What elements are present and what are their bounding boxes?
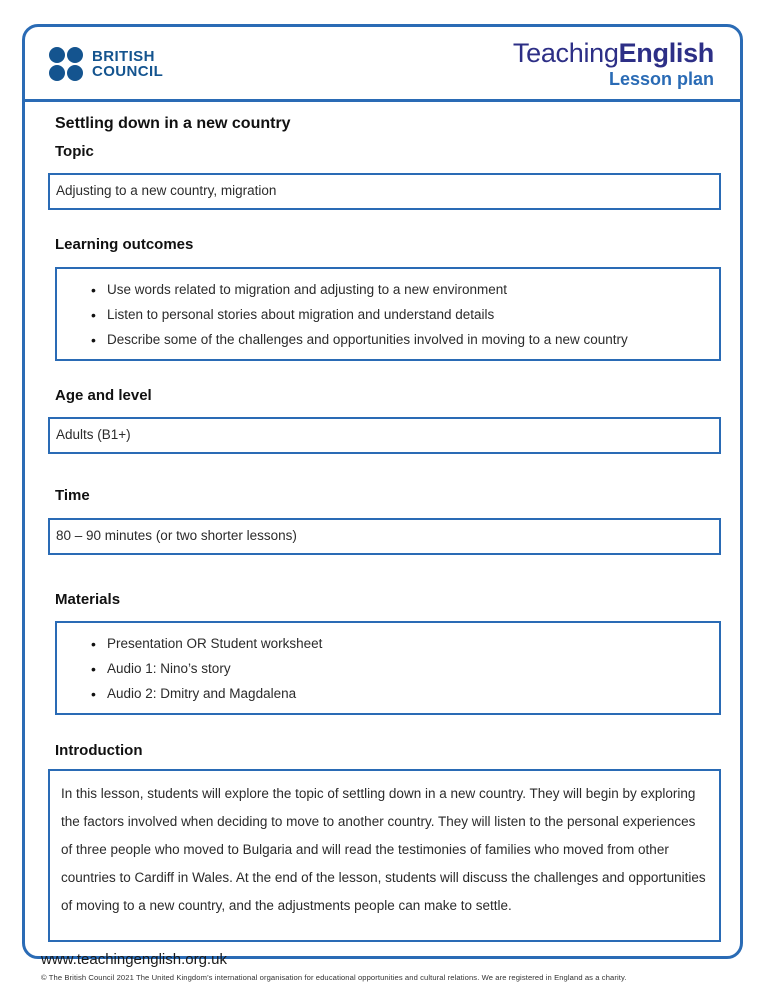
time-box	[48, 518, 721, 555]
british-council-dots-icon	[49, 47, 83, 81]
british-council-line1: BRITISH	[92, 48, 155, 65]
page-title: Settling down in a new country	[55, 115, 291, 132]
materials-box	[55, 621, 721, 715]
section-heading-topic: Topic	[55, 143, 94, 160]
section-heading-learning-outcomes: Learning outcomes	[55, 236, 194, 253]
list-item: • Use words related to migration and adjusting to a new environment	[67, 283, 709, 297]
topic-value: Adjusting to a new country, migration	[56, 183, 277, 198]
section-heading-age-and-level: Age and level	[55, 387, 152, 404]
section-age-and-level	[48, 387, 721, 454]
footer-legal-text: © The British Council 2021 The United Kingdom’s international organisation for educational opportunities and cultural relations. We are registered in England as a charity.	[41, 973, 627, 982]
british-council-line2: COUNCIL	[92, 63, 164, 80]
learning-outcomes-list	[67, 283, 709, 347]
logo-dot	[49, 47, 65, 63]
page-content	[25, 102, 740, 942]
lesson-plan-badge: Lesson plan	[608, 69, 714, 89]
page-header	[25, 27, 740, 102]
teachingenglish-logo	[513, 40, 714, 88]
british-council-wordmark	[92, 49, 163, 79]
section-introduction	[48, 742, 721, 942]
section-heading-time: Time	[55, 487, 90, 504]
materials-list	[67, 637, 709, 701]
teaching-wordpart: Teaching	[512, 38, 619, 68]
list-item: • Audio 1: Nino’s story	[67, 662, 709, 676]
logo-dot	[67, 65, 83, 81]
teachingenglish-wordmark	[513, 40, 714, 67]
topic-box	[48, 173, 721, 210]
british-council-logo	[49, 47, 163, 81]
english-wordpart: English	[618, 38, 714, 68]
logo-dot	[49, 65, 65, 81]
section-heading-materials: Materials	[55, 591, 121, 608]
age-and-level-value: Adults (B1+)	[56, 427, 131, 442]
introduction-text: In this lesson, students will explore the topic of settling down in a new country. They will begin by exploring the factors involved when deciding to move to another country. They will listen to the personal experiences of three people who moved to Bulgaria and will read the testimonies of families who moved from other countries to Cardiff in Wales. At the end of the lesson, students will discuss the challenges and opportunities of moving to a new country, and the adjustments people can make to settle.	[61, 786, 706, 913]
logo-dot	[67, 47, 83, 63]
list-item: • Presentation OR Student worksheet	[67, 637, 709, 651]
section-heading-introduction: Introduction	[55, 742, 143, 759]
section-materials	[48, 591, 721, 715]
section-topic	[48, 143, 721, 210]
list-item: • Describe some of the challenges and opportunities involved in moving to a new country	[67, 333, 709, 347]
time-value: 80 – 90 minutes (or two shorter lessons)	[56, 528, 297, 543]
learning-outcomes-box	[55, 267, 721, 361]
section-time	[48, 487, 721, 555]
page-footer	[25, 942, 740, 982]
section-learning-outcomes	[48, 236, 721, 361]
footer-url-link[interactable]: www.teachingenglish.org.uk	[41, 951, 227, 968]
age-and-level-box	[48, 417, 721, 454]
introduction-box	[48, 769, 721, 942]
lesson-plan-page	[22, 24, 743, 982]
list-item: • Audio 2: Dmitry and Magdalena	[67, 687, 709, 701]
list-item: • Listen to personal stories about migration and understand details	[67, 308, 709, 322]
